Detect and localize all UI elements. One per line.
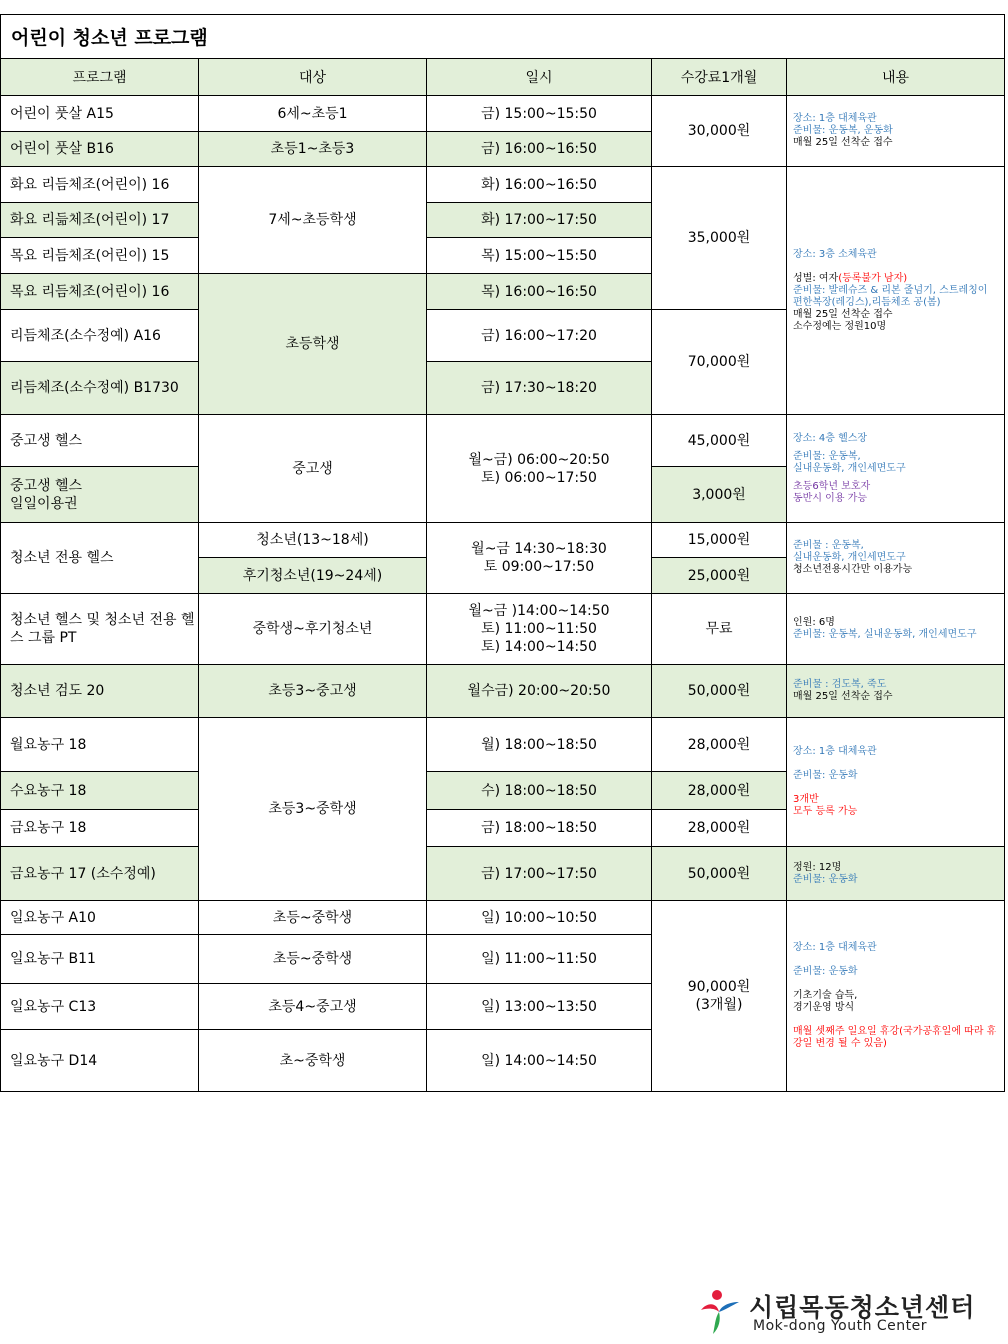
time-cell: 일) 14:00~14:50 bbox=[427, 1030, 652, 1092]
program-name: 목요 리듬체조(어린이) 15 bbox=[1, 238, 199, 274]
program-name: 금요농구 18 bbox=[1, 810, 199, 847]
program-name: 청소년 검도 20 bbox=[1, 665, 199, 718]
note-line bbox=[793, 273, 998, 285]
time-cell: 월~금 14:30~18:30 토 09:00~17:50 bbox=[427, 523, 652, 594]
time-cell: 금) 17:30~18:20 bbox=[427, 362, 652, 415]
program-table bbox=[0, 14, 1005, 1092]
note-line: 3개반 모두 등록 가능 bbox=[793, 794, 858, 817]
note-line: 기초기술 습득, 경기운영 방식 bbox=[793, 990, 858, 1013]
program-name: 월요농구 18 bbox=[1, 718, 199, 772]
program-name: 일요농구 A10 bbox=[1, 901, 199, 935]
header-fee: 수강료1개월 bbox=[652, 59, 787, 96]
note-line: 준비물 : 운동복, 실내운동화, 개인세면도구 bbox=[793, 540, 906, 563]
time-cell: 목) 16:00~16:50 bbox=[427, 274, 652, 310]
time-cell: 금) 17:00~17:50 bbox=[427, 847, 652, 901]
target-cell: 초등~중학생 bbox=[199, 935, 427, 984]
program-name: 어린이 풋살 B16 bbox=[1, 132, 199, 167]
note-line: 준비물: 발레슈즈 & 리본 줄넘기, 스트레칭이 편한복장(레깅스),리듬체조 공(봄) bbox=[793, 284, 988, 308]
note-line: 장소: 3층 소체육관 bbox=[793, 248, 877, 260]
target-cell: 초~중학생 bbox=[199, 1030, 427, 1092]
content-note bbox=[787, 167, 1005, 415]
note-line: (등록불가 남자) bbox=[838, 272, 908, 284]
note-line: 장소: 1층 대체육관 bbox=[793, 746, 877, 757]
target-cell: 초등3~중고생 bbox=[199, 665, 427, 718]
fee-cell: 50,000원 bbox=[652, 665, 787, 718]
fee-cell: 45,000원 bbox=[652, 415, 787, 467]
target-cell: 6세~초등1 bbox=[199, 96, 427, 132]
note-line: 정원: 12명 bbox=[793, 861, 842, 873]
note-line: 청소년전용시간만 이용가능 bbox=[793, 564, 913, 575]
note-line: 준비물: 운동복, 실내운동화, 개인세면도구 bbox=[793, 450, 906, 474]
note-line: 성별: 여자 bbox=[793, 272, 839, 284]
note-line: 장소: 1층 대체육관 bbox=[793, 942, 877, 953]
note-line: 준비물: 운동복, 운동화 bbox=[793, 125, 893, 136]
fee-cell: 25,000원 bbox=[652, 558, 787, 594]
note-line: 준비물: 운동화 bbox=[793, 966, 858, 977]
time-cell: 월~금) 06:00~20:50 토) 06:00~17:50 bbox=[427, 415, 652, 523]
fee-cell: 28,000원 bbox=[652, 718, 787, 772]
content-note bbox=[787, 847, 1005, 901]
time-cell: 금) 15:00~15:50 bbox=[427, 96, 652, 132]
content-note bbox=[787, 718, 1005, 847]
table-row bbox=[1, 901, 1005, 935]
content-note bbox=[787, 96, 1005, 167]
time-cell: 월수금) 20:00~20:50 bbox=[427, 665, 652, 718]
fee-cell: 50,000원 bbox=[652, 847, 787, 901]
target-cell: 초등3~중학생 bbox=[199, 718, 427, 901]
fee-cell: 35,000원 bbox=[652, 167, 787, 310]
fee-cell: 90,000원 (3개월) bbox=[652, 901, 787, 1092]
program-name: 일요농구 D14 bbox=[1, 1030, 199, 1092]
content-note bbox=[787, 901, 1005, 1092]
time-cell: 수) 18:00~18:50 bbox=[427, 772, 652, 810]
table-row bbox=[1, 523, 1005, 558]
note-line: 준비물: 운동화 bbox=[793, 873, 858, 885]
time-cell: 월~금 )14:00~14:50 토) 11:00~11:50 토) 14:00~14:50 bbox=[427, 594, 652, 665]
target-cell: 7세~초등학생 bbox=[199, 167, 427, 274]
target-cell: 초등1~초등3 bbox=[199, 132, 427, 167]
time-cell: 일) 10:00~10:50 bbox=[427, 901, 652, 935]
time-cell: 월) 18:00~18:50 bbox=[427, 718, 652, 772]
time-cell: 금) 16:00~16:50 bbox=[427, 132, 652, 167]
content-note bbox=[787, 594, 1005, 665]
note-line: 소수정예는 정원10명 bbox=[793, 320, 887, 332]
program-name: 청소년 헬스 및 청소년 전용 헬스 그룹 PT bbox=[1, 594, 199, 665]
time-cell: 일) 13:00~13:50 bbox=[427, 984, 652, 1030]
content-note bbox=[787, 665, 1005, 718]
target-cell: 초등학생 bbox=[199, 274, 427, 415]
time-cell: 화) 16:00~16:50 bbox=[427, 167, 652, 203]
content-note bbox=[787, 523, 1005, 594]
program-name: 리듬체조(소수정예) B1730 bbox=[1, 362, 199, 415]
table-row bbox=[1, 847, 1005, 901]
note-line: 매월 25일 선착순 접수 bbox=[793, 691, 893, 702]
note-line: 장소: 4층 헬스장 bbox=[793, 432, 868, 444]
target-cell: 초등4~중고생 bbox=[199, 984, 427, 1030]
note-line: 초등6학년 보호자 동반시 이용 가능 bbox=[793, 480, 871, 504]
content-note bbox=[787, 415, 1005, 523]
program-name: 리듬체조(소수정예) A16 bbox=[1, 310, 199, 362]
note-line: 매월 25일 선착순 접수 bbox=[793, 137, 893, 148]
table-row bbox=[1, 415, 1005, 467]
table-row bbox=[1, 718, 1005, 772]
program-name: 금요농구 17 (소수정예) bbox=[1, 847, 199, 901]
note-line: 매월 셋째주 일요일 휴강(국가공휴일에 따라 휴강일 변경 될 수 있음) bbox=[793, 1026, 997, 1049]
fee-cell: 15,000원 bbox=[652, 523, 787, 558]
time-cell: 목) 15:00~15:50 bbox=[427, 238, 652, 274]
program-name: 일요농구 C13 bbox=[1, 984, 199, 1030]
time-cell: 금) 18:00~18:50 bbox=[427, 810, 652, 847]
target-cell: 중고생 bbox=[199, 415, 427, 523]
program-name: 중고생 헬스 일일이용권 bbox=[1, 467, 199, 523]
center-name-english: Mok-dong Youth Center bbox=[753, 1318, 928, 1334]
center-name-korean: 시립목동청소년센터 bbox=[749, 1293, 976, 1322]
program-name: 어린이 풋살 A15 bbox=[1, 96, 199, 132]
note-line: 준비물: 운동화 bbox=[793, 770, 858, 781]
table-row bbox=[1, 665, 1005, 718]
fee-cell: 무료 bbox=[652, 594, 787, 665]
fee-cell: 3,000원 bbox=[652, 467, 787, 523]
center-logo bbox=[695, 1288, 995, 1336]
table-row bbox=[1, 96, 1005, 132]
note-line: 준비물 : 검도복, 죽도 bbox=[793, 679, 887, 690]
table-row bbox=[1, 167, 1005, 203]
header-content: 내용 bbox=[787, 59, 1005, 96]
target-cell: 청소년(13~18세) bbox=[199, 523, 427, 558]
program-name: 청소년 전용 헬스 bbox=[1, 523, 199, 594]
center-emblem-icon bbox=[695, 1288, 743, 1336]
header-program: 프로그램 bbox=[1, 59, 199, 96]
time-cell: 일) 11:00~11:50 bbox=[427, 935, 652, 984]
note-line: 장소: 1층 대체육관 bbox=[793, 113, 877, 124]
fee-cell: 30,000원 bbox=[652, 96, 787, 167]
fee-cell: 28,000원 bbox=[652, 772, 787, 810]
header-time: 일시 bbox=[427, 59, 652, 96]
note-line: 준비물: 운동복, 실내운동화, 개인세면도구 bbox=[793, 629, 977, 640]
target-cell: 초등~중학생 bbox=[199, 901, 427, 935]
program-name: 화요 리듦체조(어린이) 17 bbox=[1, 203, 199, 238]
program-name: 일요농구 B11 bbox=[1, 935, 199, 984]
program-name: 중고생 헬스 bbox=[1, 415, 199, 467]
target-cell: 중학생~후기청소년 bbox=[199, 594, 427, 665]
time-cell: 화) 17:00~17:50 bbox=[427, 203, 652, 238]
program-name: 목요 리듬체조(어린이) 16 bbox=[1, 274, 199, 310]
program-name: 화요 리듬체조(어린이) 16 bbox=[1, 167, 199, 203]
table-row bbox=[1, 594, 1005, 665]
time-cell: 금) 16:00~17:20 bbox=[427, 310, 652, 362]
target-cell: 후기청소년(19~24세) bbox=[199, 558, 427, 594]
table-title: 어린이 청소년 프로그램 bbox=[1, 15, 1005, 59]
note-line: 인원: 6명 bbox=[793, 617, 835, 628]
fee-cell: 28,000원 bbox=[652, 810, 787, 847]
note-line: 매월 25일 선착순 접수 bbox=[793, 308, 893, 320]
header-target: 대상 bbox=[199, 59, 427, 96]
fee-cell: 70,000원 bbox=[652, 310, 787, 415]
program-name: 수요농구 18 bbox=[1, 772, 199, 810]
